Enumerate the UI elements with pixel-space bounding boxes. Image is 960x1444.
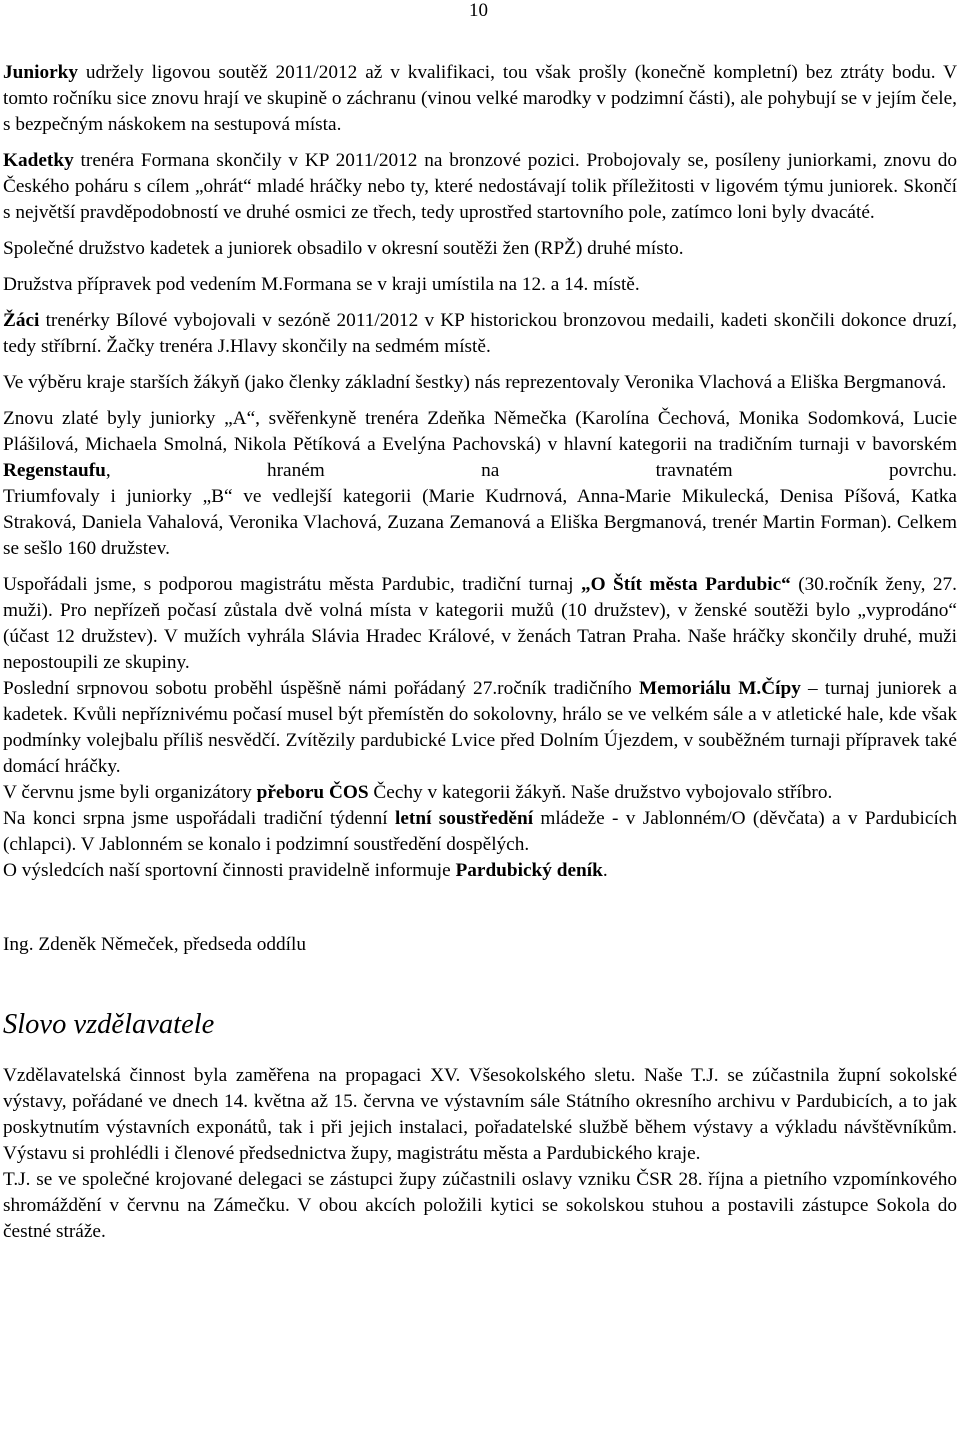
paragraph-pripravky: Družstva přípravek pod vedením M.Formana se v kraji umístila na 12. a 14. místě. bbox=[3, 274, 640, 295]
sous-bold: letní soustředění bbox=[395, 808, 534, 829]
cos-bold: přeboru ČOS bbox=[256, 782, 369, 803]
regenstauf-after: , hraném na travnatém povrchu. bbox=[105, 460, 957, 481]
memorial-after: – turnaj juniorek a kadetek. Kvůli nepříznivému počasí musel být přemístěn do sokolovny, hrálo se ve velkém sále a v atletické hale, kde však podmínky volejbalu příliš nesvědčí. Zvítězily pardubické Lvice před Dolním Újezdem, v souběžném turnaji přípravek také domácí hráčky. bbox=[3, 678, 957, 777]
paragraph-vzdelavatel-2: T.J. se ve společné krojované delegaci se zástupci župy zúčastnili oslavy vzniku ČSR 28. října a pietního vzpomínkového shromáždění v červnu na Zámečku. V obou akcích položili kytici se sokolskou stuhou a postavili zástupce Sokola do čestné stráže. bbox=[3, 1169, 957, 1242]
paragraph-kadetky bbox=[3, 148, 957, 226]
stit-bold: „O Štít města Pardubic“ bbox=[580, 574, 791, 595]
sous-before: Na konci srpna jsme uspořádali tradiční týdenní bbox=[3, 808, 396, 829]
document-body bbox=[3, 60, 957, 1245]
stit-after: (30.ročník ženy, 27. muži). Pro nepřízeň počasí zůstala dvě volná místa v kategorii mužů (10 družstev), v ženské soutěži bylo „vyprodáno“ (účast 12 družstev). V mužích vyhrála Slávia Hradec Králové, v ženách Tatran Praha. Naše hráčky skončily druhé, muži nepostoupili ze skupiny. bbox=[3, 574, 957, 673]
cos-before: V červnu jsme byli organizátory bbox=[3, 782, 257, 803]
denik-before: O výsledcích naší sportovní činnosti pravidelně informuje bbox=[3, 860, 456, 881]
vzdelavatel-section bbox=[3, 1063, 957, 1245]
sous-after: mládeže - v Jablonném/O (děvčata) a v Pardubicích (chlapci). V Jablonném se konalo i podzimní soustředění dospělých. bbox=[3, 808, 957, 855]
section-title: Slovo vzdělavatele bbox=[3, 1009, 215, 1040]
zaci-lead: Žáci bbox=[3, 310, 40, 331]
paragraph-zaci bbox=[3, 308, 957, 360]
cos-text bbox=[3, 780, 957, 806]
paragraph-turnaje bbox=[3, 572, 957, 884]
memorial-bold: Memoriálu M.Čípy bbox=[638, 678, 801, 699]
paragraph-juniorky bbox=[3, 60, 957, 138]
regenstauf-line1 bbox=[3, 406, 957, 484]
zaci-text: trenérky Bílové vybojovali v sezóně 2011/2012 v KP historickou bronzovou medaili, kadeti skončili dokonce druzí, tedy stříbrní. Žačky trenéra J.Hlavy skončily na sedmém místě. bbox=[3, 310, 957, 357]
juniorky-text: udržely ligovou soutěž 2011/2012 až v kvalifikaci, tou však prošly (konečně kompletní) bez ztráty bodu. V tomto ročníku sice znovu hrají ve skupině o záchranu (vinou velké marodky v podzimní části), ale pohybují se v jejím čele, s bezpečným náskokem na sestupová místa. bbox=[3, 62, 957, 135]
denik-after: . bbox=[602, 860, 608, 881]
regenstauf-line2: Triumfovaly i juniorky „B“ ve vedlejší kategorii (Marie Kudrnová, Anna-Marie Mikulecká, Denisa Píšová, Katka Straková, Daniela Vahalová, Veronika Vlachová, Zuzana Zemanová a Eliška Bergmanová, trenér Martin Forman). Celkem se sešlo 160 družstev. bbox=[3, 486, 957, 559]
regenstauf-bold: Regenstaufu bbox=[3, 460, 106, 481]
signature: Ing. Zdeněk Němeček, předseda oddílu bbox=[3, 934, 307, 955]
denik-bold: Pardubický deník bbox=[455, 860, 603, 881]
memorial-before: Poslední srpnovou sobotu proběhl úspěšně námi pořádaný 27.ročník tradičního bbox=[3, 678, 639, 699]
soustredeni-text bbox=[3, 806, 957, 858]
kadetky-lead: Kadetky bbox=[3, 150, 74, 171]
stit-before: Uspořádali jsme, s podporou magistrátu města Pardubic, tradiční turnaj bbox=[3, 574, 581, 595]
paragraph-vyber: Ve výběru kraje starších žákyň (jako členky základní šestky) nás reprezentovaly Veronika Vlachová a Eliška Bergmanová. bbox=[3, 372, 947, 393]
memorial-text bbox=[3, 676, 957, 780]
juniorky-lead: Juniorky bbox=[3, 62, 79, 83]
kadetky-text: trenéra Formana skončily v KP 2011/2012 na bronzové pozici. Probojovaly se, posíleny juniorkami, znovu do Českého poháru s cílem „ohrát“ mladé hráčky nebo ty, které nedostávají tolik příležitosti v ligovém týmu juniorek. Skončí s největší pravděpodobností ve druhé osmici ze třech, tedy uprostřed startovního pole, zatímco loni byly dvacáté. bbox=[3, 150, 957, 223]
regenstauf-before: Znovu zlaté byly juniorky „A“, svěřenkyně trenéra Zdeňka Němečka (Karolína Čechová, Monika Sodomková, Lucie Plášilová, Michaela Smolná, Nikola Pětíková a Evelýna Pachovská) v hlavní kategorii na tradičním turnaji v bavorském bbox=[3, 408, 957, 455]
paragraph-regenstauf bbox=[3, 406, 957, 562]
page-number: 10 bbox=[469, 0, 488, 21]
denik-text bbox=[3, 858, 957, 884]
stit-text bbox=[3, 572, 957, 676]
paragraph-vzdelavatel-1: Vzdělavatelská činnost byla zaměřena na propagaci XV. Všesokolského sletu. Naše T.J. se zúčastnila župní sokolské výstavy, pořádané ve dnech 14. května až 15. června ve výstavním sále Státního okresního archivu v Pardubicích, a to jak poskytnutím výstavních exponátů, tak i při jejich instalaci, pořadatelské službě během výstavy a výkladu návštěvníkům. Výstavu si prohlédli i členové předsednictva župy, magistrátu města a Pardubického kraje. bbox=[3, 1065, 957, 1164]
paragraph-rpz: Společné družstvo kadetek a juniorek obsadilo v okresní soutěži žen (RPŽ) druhé místo. bbox=[3, 238, 684, 259]
cos-after: Čechy v kategorii žákyň. Naše družstvo vybojovalo stříbro. bbox=[368, 782, 833, 803]
